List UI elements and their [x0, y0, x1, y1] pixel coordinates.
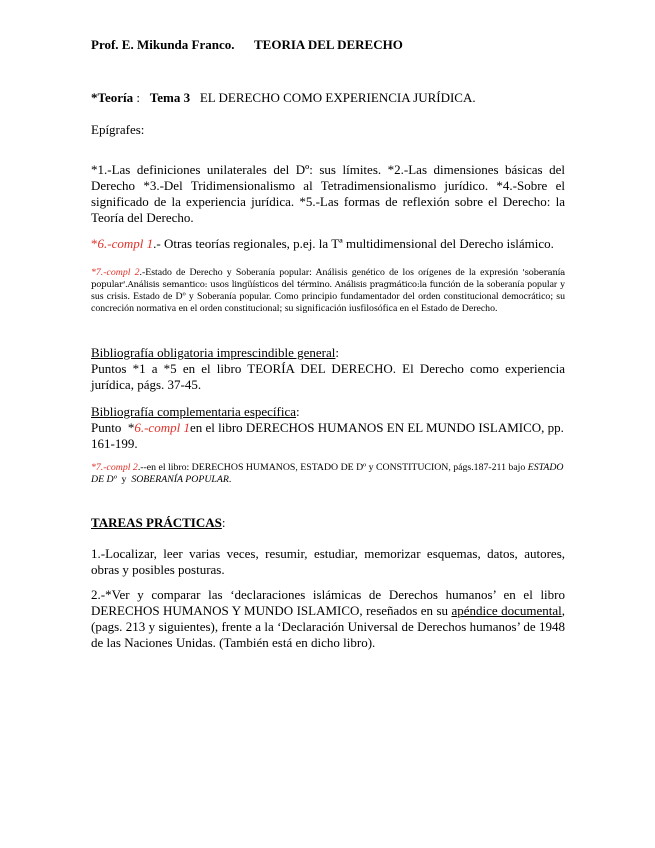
tareas-colon: : — [221, 515, 226, 530]
compl1-tag: 6.-compl 1 — [97, 236, 154, 251]
compl2-bib-text: .--en el libro: DERECHOS HUMANOS, ESTADO DE Dº y CONSTITUCION, págs.187-211 bajo — [137, 462, 528, 473]
compl2-bib-mid: y — [116, 474, 132, 485]
topic-title: EL DERECHO COMO EXPERIENCIA JURÍDICA. — [199, 90, 476, 105]
tareas-item-2-text-b: , (pags. 213 y siguientes), frente a la ‘Declaración Universal de Derechos humanos’ de 1948 de las Naciones Unidas. (También está en dicho libro). — [91, 603, 565, 650]
bib-obligatoria — [91, 345, 565, 393]
compl1-text: .- Otras teorías regionales, p.ej. la Tª multidimensional del Derecho islámico. — [153, 236, 554, 251]
epigrafes-text: *1.-Las definiciones unilaterales del Dº: sus límites. *2.-Las dimensiones básicas del Derecho *3.-Del Tridimensionalismo al Tetradimensionalismo jurídico. *4.-Sobre el significado de la experiencia jurídica. *5.-Las formas de reflexión sobre el Derecho: la Teoría del Derecho. — [91, 162, 565, 225]
bib-complementaria-label: Bibliografía complementaria específica — [91, 404, 297, 419]
compl2-bib-italic1: ESTADO DE Dº — [91, 462, 564, 485]
tareas-heading — [91, 515, 565, 531]
compl2-tag: *7.-compl 2 — [91, 267, 140, 278]
compl2-paragraph — [91, 267, 565, 315]
tareas-title: TAREAS PRÁCTICAS — [91, 515, 222, 530]
topic-prefix: *Teoría — [91, 90, 134, 105]
compl2-bib-end: . — [228, 474, 232, 485]
bib-complementaria-colon: : — [296, 404, 300, 419]
tareas-item-2 — [91, 587, 565, 651]
bib-complementaria-text: en el libro DERECHOS HUMANOS EN EL MUNDO ISLAMICO, pp. 161-199. — [91, 420, 564, 451]
header-author: Prof. E. Mikunda Franco. — [91, 37, 235, 52]
bib-obligatoria-colon: : — [335, 345, 340, 360]
tareas-item-2-text-a: 2.-*Ver y comparar las ‘declaraciones islámicas de Derechos humanos’ en el libro DERECHOS HUMANOS Y MUNDO ISLAMICO, reseñados en su — [91, 587, 565, 618]
compl2-bib-tag: *7.-compl 2 — [91, 462, 138, 473]
compl2-text1: .-Estado de Derecho y Soberanía popular: Análisis genético de los orígenes de la expresión — [139, 267, 523, 278]
apendice-documental-link[interactable]: apéndice documental — [451, 603, 562, 618]
compl1-paragraph — [91, 236, 565, 252]
compl2-bib-italic2: SOBERANÍA POPULAR — [131, 474, 229, 485]
topic-separator: : — [133, 90, 150, 105]
bib-complementaria-pre: Punto * — [91, 420, 135, 435]
header-course: TEORIA DEL DERECHO — [254, 37, 403, 52]
compl1-star: * — [91, 236, 98, 251]
bib-obligatoria-label: Bibliografía obligatoria imprescindible general — [91, 345, 336, 360]
topic-heading — [91, 90, 565, 106]
compl2-text3: soberanía popular y sus crisis. Estado de Dº y Soberanía popular. Como principio fundamentador del orden constitucional democrático; su concreción normativa en el orden constitucional; su significación iusfilosófica en el Estado de Derecho. — [91, 279, 565, 314]
bib-complementaria-tag: 6.-compl 1 — [134, 420, 190, 435]
bib-obligatoria-text: Puntos *1 a *5 en el libro TEORÍA DEL DERECHO. El Derecho como experiencia jurídica, págs. 37-45. — [91, 361, 565, 392]
document-header — [91, 37, 565, 53]
epigrafes-label: Epígrafes: — [91, 122, 145, 137]
compl2-text2: 'soberanía popular'.Análisis semantico: usos lingüísticos del término. Análisis pragmático:la función de la — [91, 268, 565, 290]
compl2-bib-paragraph — [91, 462, 565, 486]
bib-complementaria — [91, 404, 565, 452]
tareas-item-1: 1.-Localizar, leer varias veces, resumir, estudiar, memorizar esquemas, datos, autores, obras y posibles posturas. — [91, 546, 565, 577]
topic-tema: Tema 3 — [149, 90, 191, 105]
